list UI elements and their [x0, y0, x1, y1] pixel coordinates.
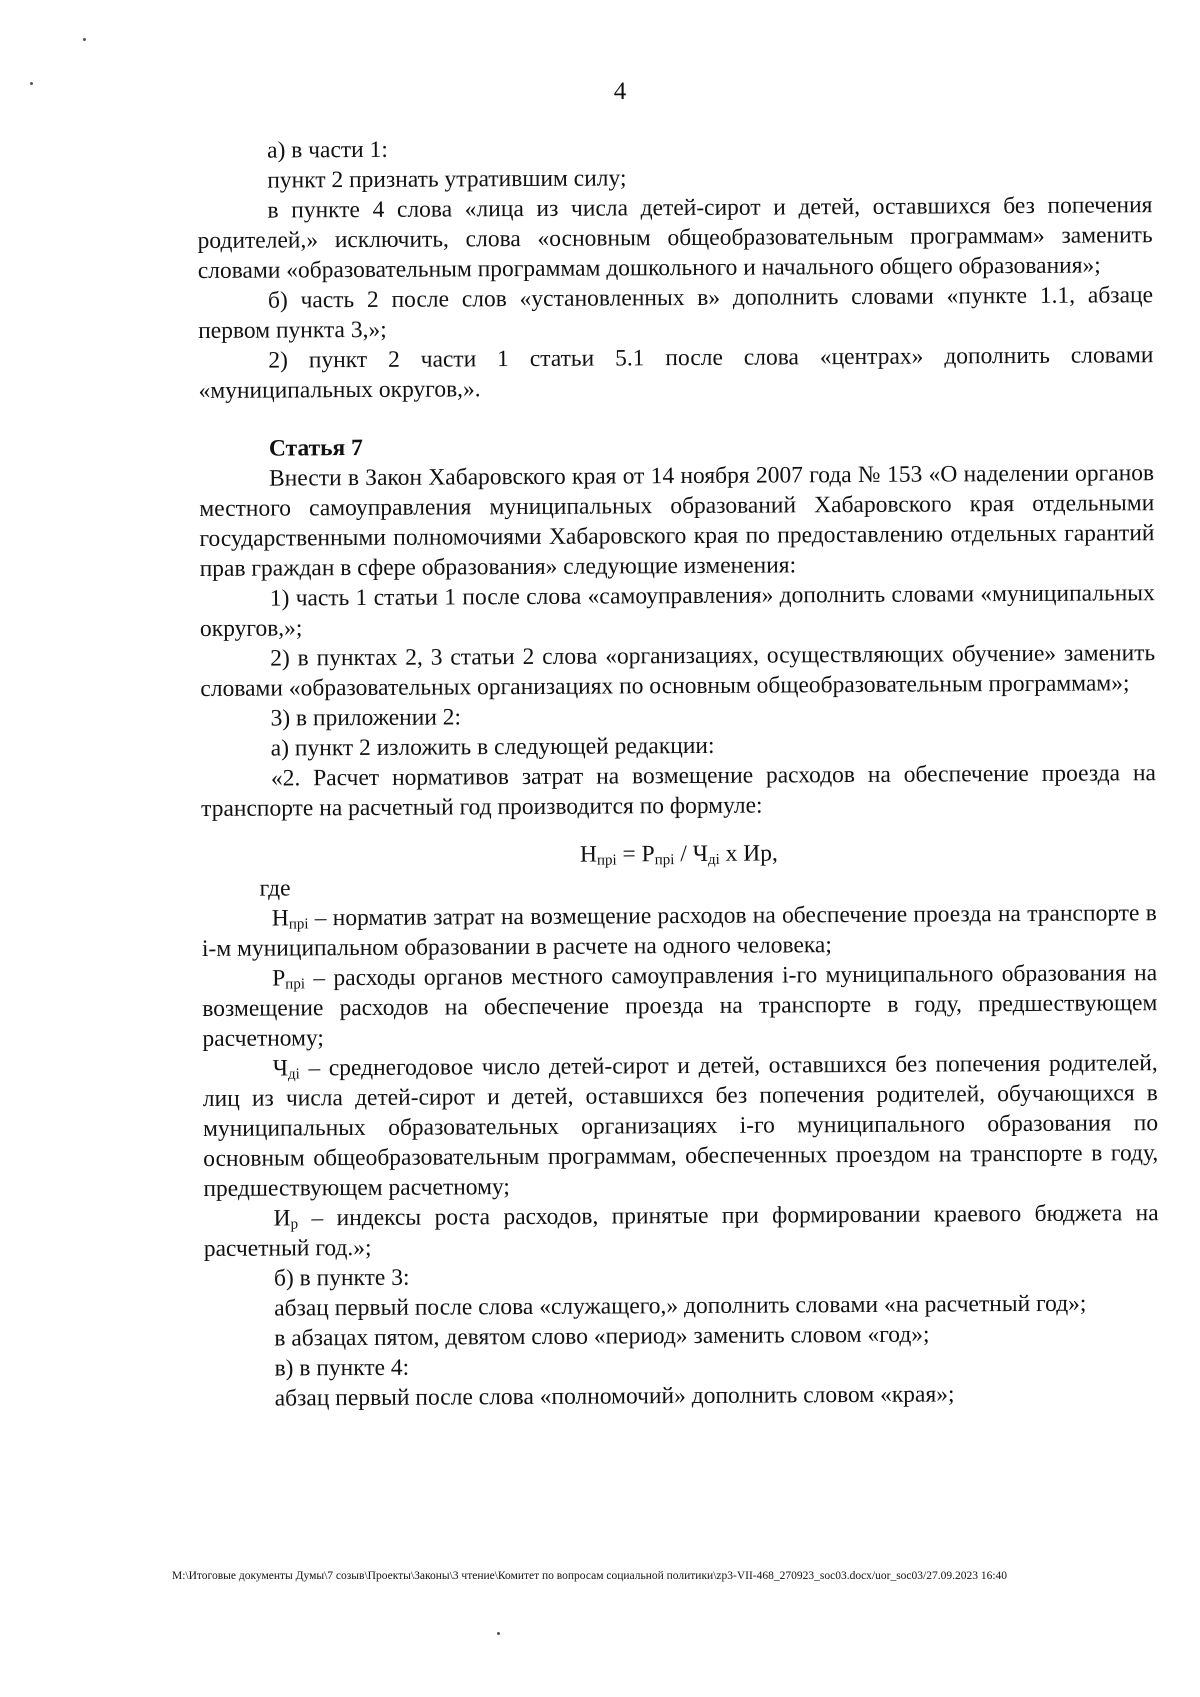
formula — [201, 836, 1156, 872]
paragraph: 1) часть 1 статьи 1 после слова «самоуправления» дополнить словами «муниципальных округов,»; — [199, 580, 1155, 642]
formula-r-sub: прi — [654, 852, 675, 869]
paragraph: б) в пункте 3: — [273, 1264, 410, 1292]
where-label: где — [259, 875, 291, 902]
formula-tail: х Ир, — [719, 840, 778, 867]
definition — [202, 898, 1157, 964]
scan-speck — [30, 82, 33, 85]
formula-eq: = — [616, 841, 642, 868]
article-heading: Статья 7 — [268, 434, 363, 462]
paragraph: а) пункт 2 изложить в следующей редакции: — [270, 732, 715, 762]
definition-text: – расходы органов местного самоуправления i-го муниципального образования на возмещение расходов на обеспечение проезда на транспорте в году, предшествующем расчетному; — [202, 960, 1158, 1052]
definition-symbol: Ч — [272, 1055, 289, 1082]
scan-speck — [497, 1632, 500, 1635]
formula-div: / — [674, 840, 693, 868]
formula-n-sub: прi — [596, 852, 617, 869]
definition-symbol: И — [273, 1205, 291, 1232]
definition-symbol: Н — [271, 905, 289, 932]
page-number: 4 — [613, 78, 627, 105]
paragraph: Внести в Закон Хабаровского края от 14 ноября 2007 года № 153 «О наделении органов местного самоуправления муниципальных образований Хабаровского края отдельными государственными полномочиями Хабаровского края по предоставлению отдельных гарантий прав граждан в сфере образования» следующие изменения: — [199, 460, 1155, 582]
paragraph: «2. Расчет нормативов затрат на возмещение расходов на обеспечение проезда на транспорте на расчетный год производится по формуле: — [201, 760, 1156, 822]
paragraph: в) в пункте 4: — [274, 1354, 410, 1382]
definition-symbol-sub: р — [290, 1216, 299, 1233]
definition — [203, 1048, 1159, 1204]
definition-text: – среднегодовое число детей-сирот и детей, оставшихся без попечения родителей, лиц из числа детей-сирот и детей, оставшихся без попечения родителей, обучающихся в муниципальных образовательных организациях i-го муниципального образования по основным общеобразовательным программам, обеспеченных проездом на транспорте в году, предшествующем расчетному; — [202, 1050, 1159, 1202]
paragraph: 2) пункт 2 части 1 статьи 5.1 после слова «центрах» дополнить словами «муниципальных округов,». — [198, 342, 1154, 404]
document-body — [197, 130, 1160, 1414]
paragraph: абзац первый после слова «служащего,» дополнить словами «на расчетный год»; — [274, 1290, 1087, 1322]
formula-n: Н — [579, 841, 597, 868]
paragraph: 2) в пунктах 2, 3 статьи 2 слова «организациях, осуществляющих обучение» заменить словами «образовательных организациях по основным общеобразовательным программам»; — [200, 640, 1156, 702]
paragraph: б) часть 2 после слов «установленных в» дополнить словами «пункте 1.1, абзаце первом пункта 3,»; — [198, 282, 1154, 344]
definition — [204, 1198, 1159, 1264]
scan-speck — [83, 38, 86, 41]
paragraph: абзац первый после слова «полномочий» дополнить словом «края»; — [274, 1381, 955, 1412]
definition-symbol-sub: прi — [288, 916, 309, 933]
formula-r: Р — [641, 841, 655, 868]
paragraph: в абзацах пятом, девятом слово «период» заменить словом «год»; — [274, 1321, 930, 1352]
definition-text: – индексы роста расходов, принятые при формировании краевого бюджета на расчетный год.»; — [203, 1200, 1159, 1262]
file-path-footer: М:\Итоговые документы Думы\7 созыв\Проекты\Законы\3 чтение\Комитет по вопросам социальной политики\zp3-VII-468_270923_soc03.docx/uor_soc03/27.09.2023 16:40 — [172, 1570, 1008, 1582]
formula-ch-sub: дi — [707, 851, 720, 868]
paragraph: в пункте 4 слова «лица из числа детей-сирот и детей, оставшихся без попечения родителей,» исключить, слова «основным общеобразовательным программам» заменить словами «образовательным программам дошкольного и начального общего образования»; — [197, 192, 1153, 284]
formula-ch: Ч — [692, 840, 709, 867]
definition — [202, 958, 1158, 1054]
paragraph: а) в части 1: — [267, 136, 388, 164]
paragraph: пункт 2 признать утратившим силу; — [267, 165, 627, 194]
paragraph: 3) в приложении 2: — [270, 704, 462, 732]
definition-symbol-sub: дi — [287, 1066, 300, 1083]
definition-symbol: Р — [272, 965, 286, 992]
definition-text: – норматив затрат на возмещение расходов на обеспечение проезда на транспорте в i-м муниципальном образовании в расчете на одного человека; — [201, 900, 1157, 962]
definition-symbol-sub: прi — [285, 976, 306, 993]
